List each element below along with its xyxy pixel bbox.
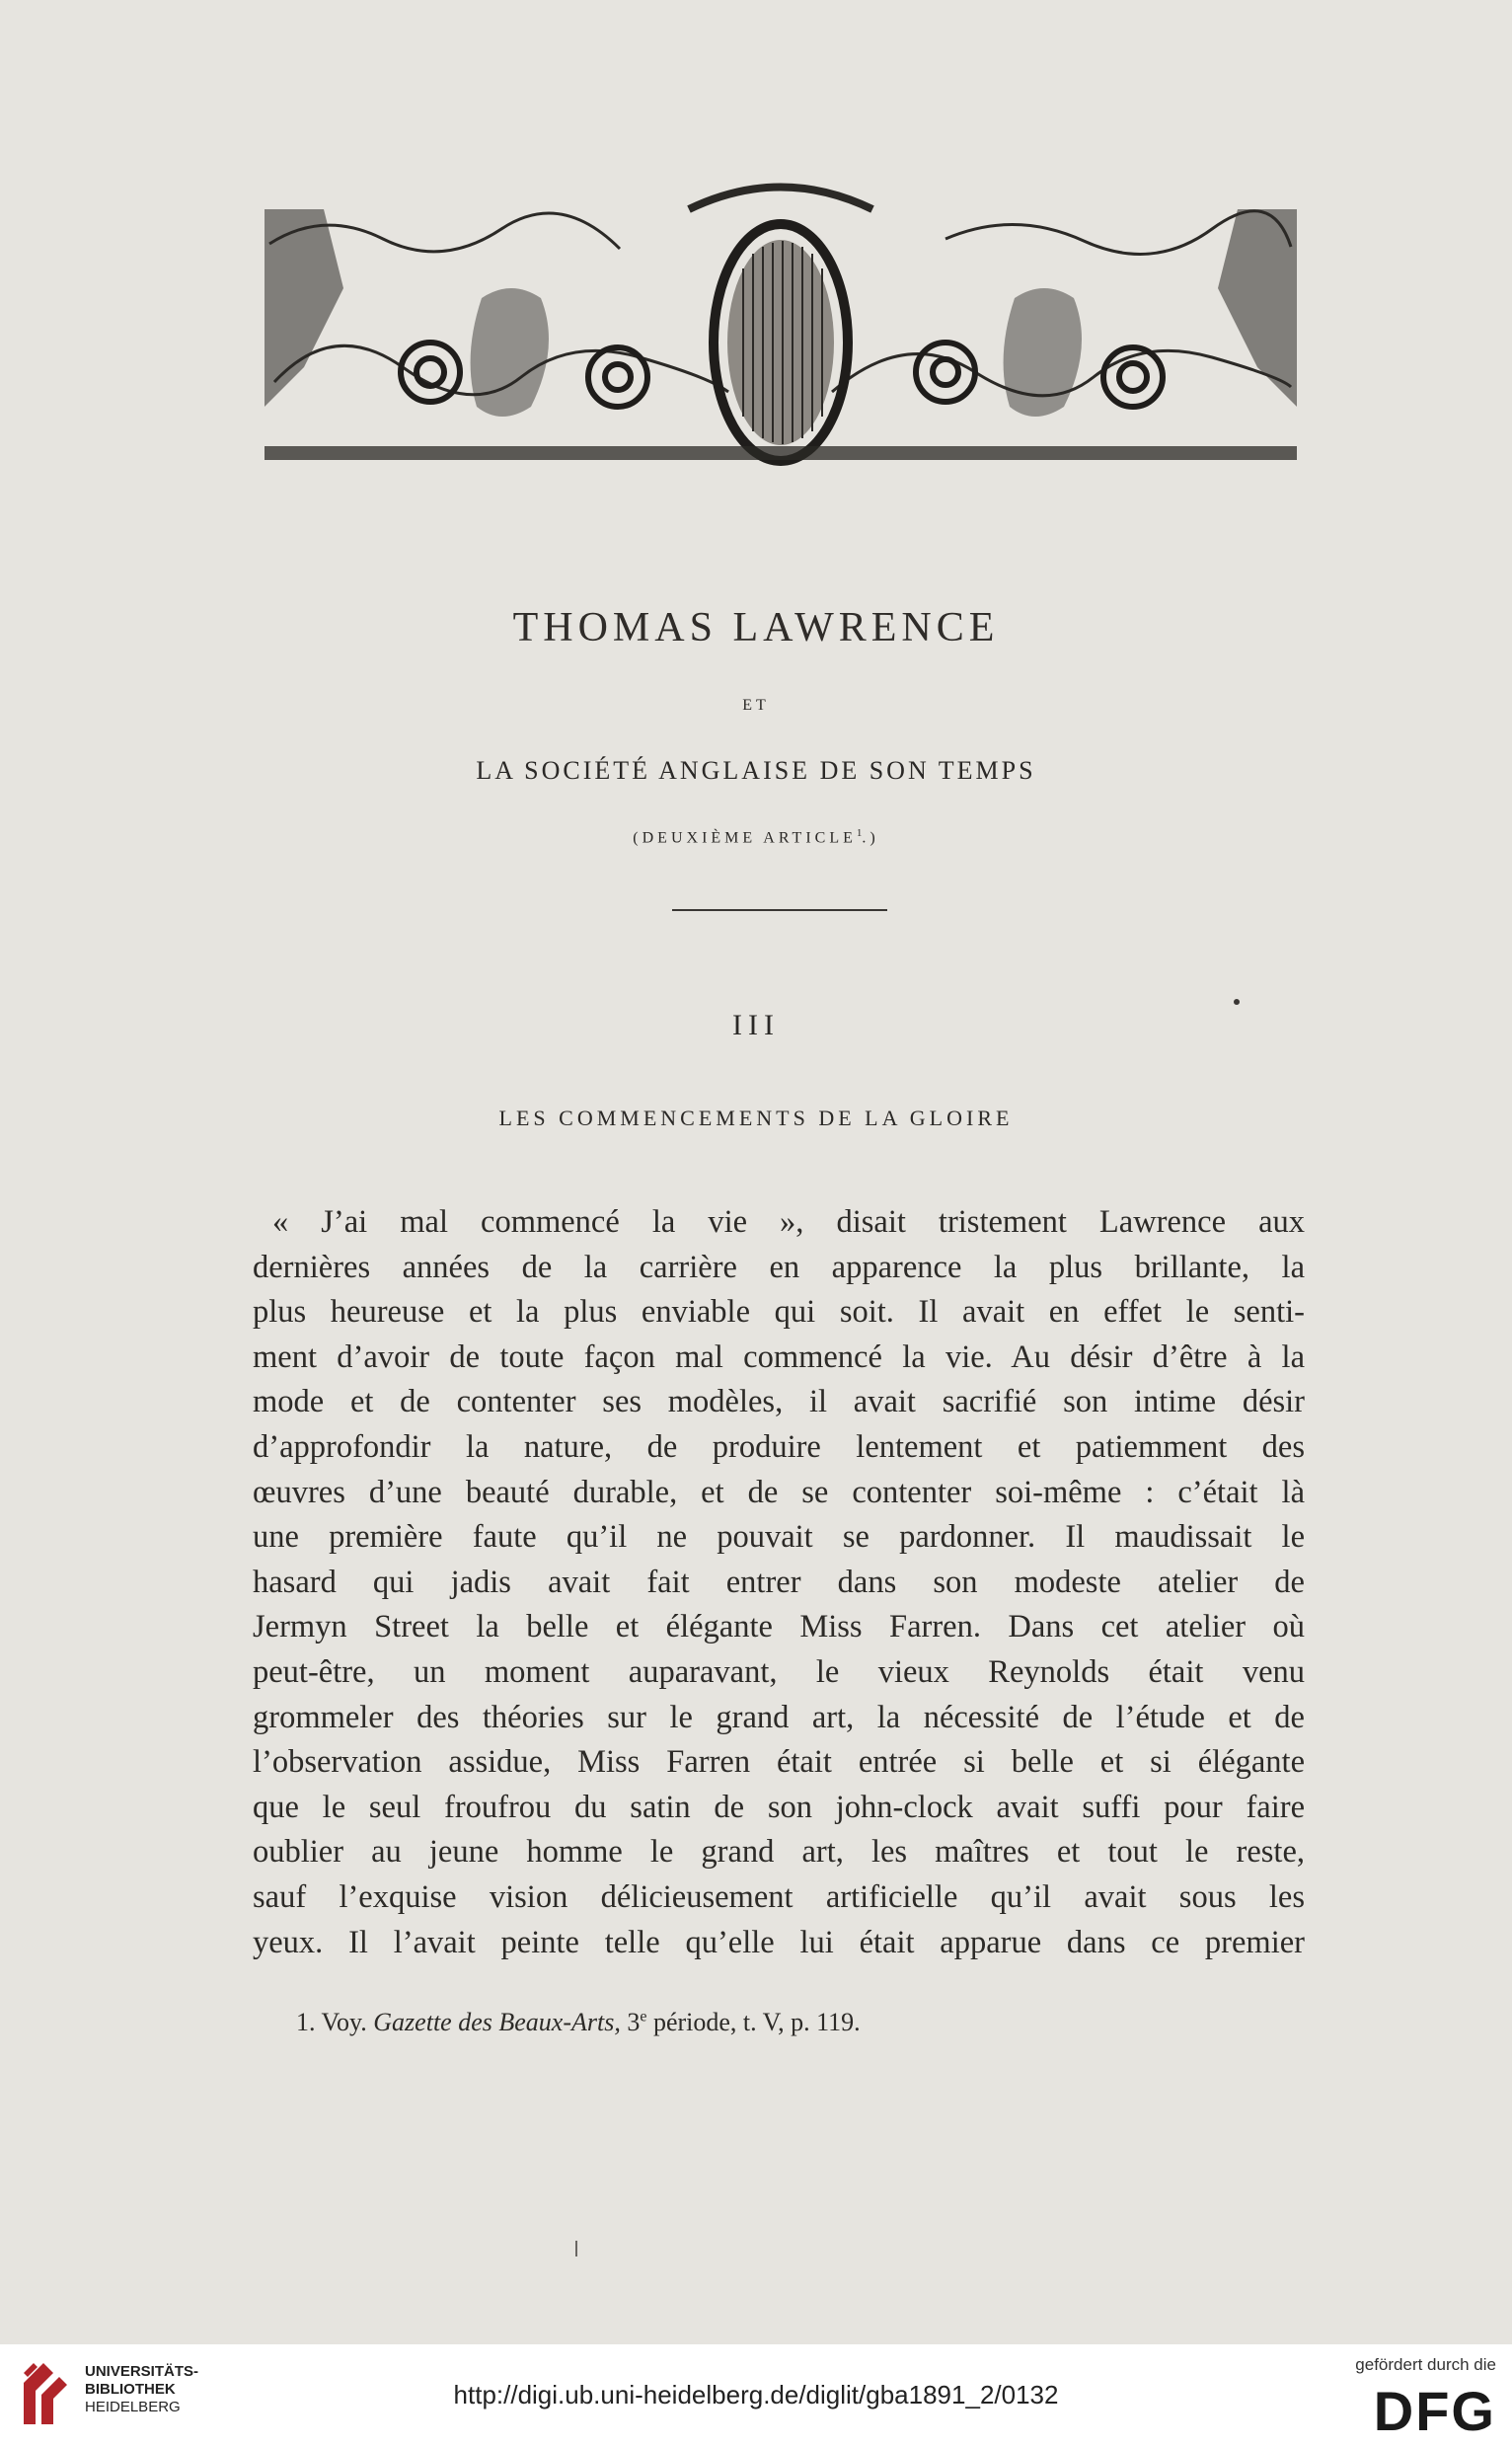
permalink-url[interactable]: http://digi.ub.uni-heidelberg.de/diglit/gba1891_2/0132 [453, 2380, 1059, 2409]
ink-speck [1234, 999, 1240, 1005]
title-conjunction: ET [742, 697, 770, 714]
body-line: « J’ai mal commencé la vie », disait tristement Lawrence aux [272, 1204, 1305, 1240]
dfg-logo: DFG [1373, 2380, 1496, 2442]
article-title: THOMAS LAWRENCE [512, 605, 1000, 650]
footnote-period-sup: e [640, 2008, 647, 2026]
footnote-journal: Gazette des Beaux-Arts, [373, 2008, 621, 2036]
footnote-number: 1. [296, 2008, 316, 2036]
body-line: plus heureuse et la plus enviable qui soit. Il avait en effet le senti- [253, 1294, 1305, 1331]
footnote-period: 3 [627, 2008, 641, 2036]
body-line: hasard qui jadis avait fait entrer dans son modeste atelier de [253, 1564, 1305, 1600]
installment-prefix: (DEUXIÈME ARTICLE [633, 829, 857, 847]
body-line: peut-être, un moment auparavant, le vieux Reynolds était venu [253, 1653, 1305, 1690]
funder-caption: gefördert durch die [1355, 2355, 1496, 2374]
body-line: d’approfondir la nature, de produire lentement et patiemment des [253, 1428, 1305, 1465]
library-line-1: UNIVERSITÄTS- [85, 2363, 199, 2380]
installment-label [0, 827, 1512, 847]
library-line-3: HEIDELBERG [85, 2399, 181, 2415]
article-subtitle: LA SOCIÉTÉ ANGLAISE DE SON TEMPS [476, 756, 1036, 785]
body-line: grommeler des théories sur le grand art, la nécessité de l’étude et de [253, 1699, 1305, 1735]
footnote-voy: Voy. [321, 2008, 367, 2036]
footnote [296, 2008, 861, 2037]
body-line: oublier au jeune homme le grand art, les maîtres et tout le reste, [253, 1834, 1305, 1871]
body-line: l’observation assidue, Miss Farren était entrée si belle et si élégante [253, 1744, 1305, 1781]
section-title: LES COMMENCEMENTS DE LA GLOIRE [498, 1106, 1014, 1130]
library-line-2: BIBLIOTHEK [85, 2381, 176, 2398]
body-line: que le seul froufrou du satin de son john-clock avait suffi pour faire [253, 1789, 1305, 1825]
body-line: mode et de contenter ses modèles, il avait sacrifié son intime désir [253, 1384, 1305, 1420]
body-line: dernières années de la carrière en apparence la plus brillante, la [253, 1249, 1305, 1285]
title-divider-rule [672, 909, 887, 911]
installment-suffix: .) [862, 829, 879, 847]
body-line: ment d’avoir de toute façon mal commencé la vie. Au désir d’être à la [253, 1338, 1305, 1375]
body-line: yeux. Il l’avait peinte telle qu’elle lui était apparue dans ce premier [253, 1924, 1305, 1960]
footnote-rest: période, t. V, p. 119. [652, 2008, 861, 2036]
installment-note-ref: 1 [856, 827, 863, 839]
body-line: sauf l’exquise vision délicieusement artificielle qu’il avait sous les [253, 1878, 1305, 1915]
ornamental-headpiece [265, 170, 1297, 466]
body-line: œuvres d’une beauté durable, et de se contenter soi-même : c’était là [253, 1474, 1305, 1510]
body-line: une première faute qu’il ne pouvait se pardonner. Il maudissait le [253, 1519, 1305, 1556]
section-number: III [732, 1009, 780, 1041]
body-line: Jermyn Street la belle et élégante Miss Farren. Dans cet atelier où [253, 1609, 1305, 1645]
page-mark [575, 2241, 577, 2256]
body-text [253, 1200, 1305, 1965]
